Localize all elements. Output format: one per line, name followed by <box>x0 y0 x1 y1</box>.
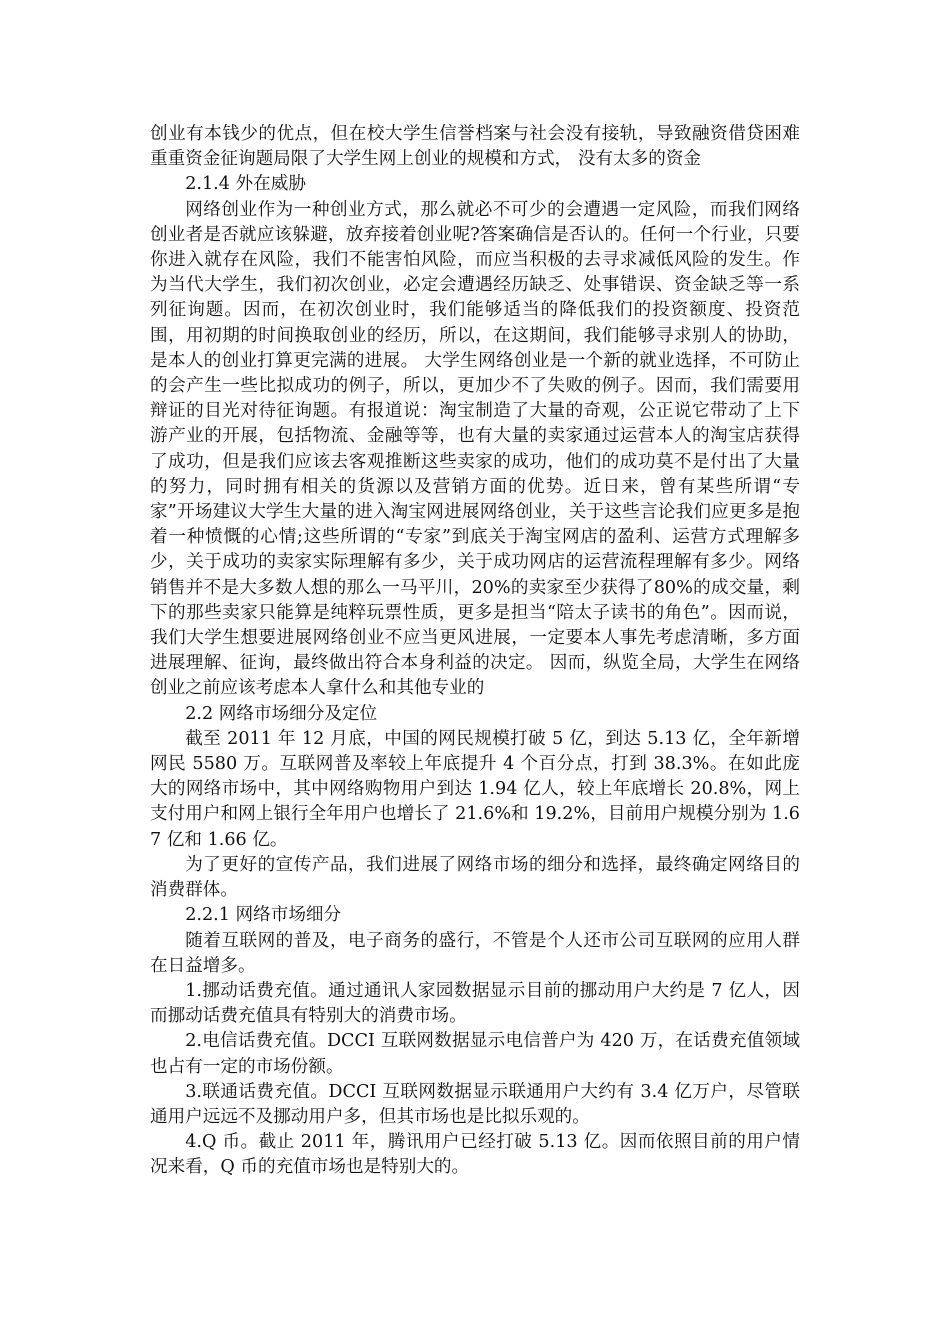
list-item-mobile-recharge: 1.挪动话费充值。通过通讯人家园数据显示目前的挪动用户大约是 7 亿人，因而挪动话费充值具有特别大的消费市场。 <box>150 980 800 1027</box>
list-item-q-coin: 4.Q 币。截止 2011 年，腾讯用户已经打破 5.13 亿。因而依照目前的用户情况来看，Q 币的充值市场也是特别大的。 <box>150 1132 800 1178</box>
document-page <box>150 122 800 1181</box>
paragraph-external-threats: 网络创业作为一种创业方式，那么就必不可少的会遭遇一定风险，而我们网络创业者是否就应该躲避，放弃接着创业呢?答案确信是否认的。任何一个行业，只要你进入就存在风险，我们不能害怕风险，而应当积极的去寻求减低风险的发生。作为当代大学生，我们初次创业，必定会遭遇经历缺乏、处事错误、资金缺乏等一系列征询题。因而，在初次创业时，我们能够适当的降低我们的投资额度、投资范围，用初期的时间换取创业的经历，所以，在这期间，我们能够寻求别人的协助，是本人的创业打算更完满的进展。 大学生网络创业是一个新的就业选择，不可防止的会产生一些比拟成功的例子，所以，更加少不了失败的例子。因而，我们需要用辩证的目光对待征询题。有报道说：淘宝制造了大量的奇观，公正说它带动了上下游产业的开展，包括物流、金融等等，也有大量的卖家通过运营本人的淘宝店获得了成功，但是我们应该去客观推断这些卖家的成功，他们的成功莫不是付出了大量的努力，同时拥有相关的货源以及营销方面的优势。近日来，曾有某些所谓“专家”开场建议大学生大量的进入淘宝网进展网络创业，关于这些言论我们应更多是抱着一种愤慨的心情;这些所谓的“专家”到底关于淘宝网店的盈利、运营方式理解多少，关于成功的卖家实际理解有多少，关于成功网店的运营流程理解有多少。网络销售并不是大多数人想的那么一马平川，20%的卖家至少获得了80%的成交量，剩下的那些卖家只能算是纯粹玩票性质，更多是担当“陪太子读书的角色”。因而说，我们大学生想要进展网络创业不应当更风进展，一定要本人事先考虑清晰，多方面进展理解、征询，最终做出符合本身利益的决定。 因而，纵览全局，大学生在网络创业之前应该考虑本人拿什么和其他专业的 <box>150 199 800 699</box>
list-item-telecom-recharge: 2.电信话费充值。DCCI 互联网数据显示电信普户为 420 万，在话费充值领域也占有一定的市场份额。 <box>150 1031 800 1077</box>
paragraph-netizen-statistics: 截至 2011 年 12 月底，中国的网民规模打破 5 亿，到达 5.13 亿，全年新增网民 5580 万。互联网普及率较上年底提升 4 个百分点，打到 38.3%。在如此庞大的网络市场中，其中网络购物用户到达 1.94 亿人，较上年底增长 20.8%，网上支付用户和网上银行全年用户也增长了 21.6%和 19.2%，目前用户规模分别为 1.67 亿和 1.66 亿。 <box>150 728 800 850</box>
section-heading-market-segmentation: 2.2.1 网络市场细分 <box>185 905 342 926</box>
section-heading-market-segmentation-positioning: 2.2 网络市场细分及定位 <box>185 703 378 724</box>
paragraph-target-consumers: 为了更好的宣传产品，我们进展了网络市场的细分和选择，最终确定网络目的消费群体。 <box>150 854 800 901</box>
paragraph-continuation: 创业有本钱少的优点，但在校大学生信誉档案与社会没有接轨，导致融资借贷困难重重资金征询题局限了大学生网上创业的规模和方式， 没有太多的资金 <box>150 124 800 170</box>
section-heading-external-threats: 2.1.4 外在威胁 <box>185 174 306 195</box>
paragraph-internet-growth: 随着互联网的普及，电子商务的盛行，不管是个人还市公司互联网的应用人群在日益增多。 <box>150 930 800 976</box>
list-item-unicom-recharge: 3.联通话费充值。DCCI 互联网数据显示联通用户大约有 3.4 亿万户，尽管联通用户远远不及挪动用户多，但其市场也是比拟乐观的。 <box>150 1081 800 1127</box>
